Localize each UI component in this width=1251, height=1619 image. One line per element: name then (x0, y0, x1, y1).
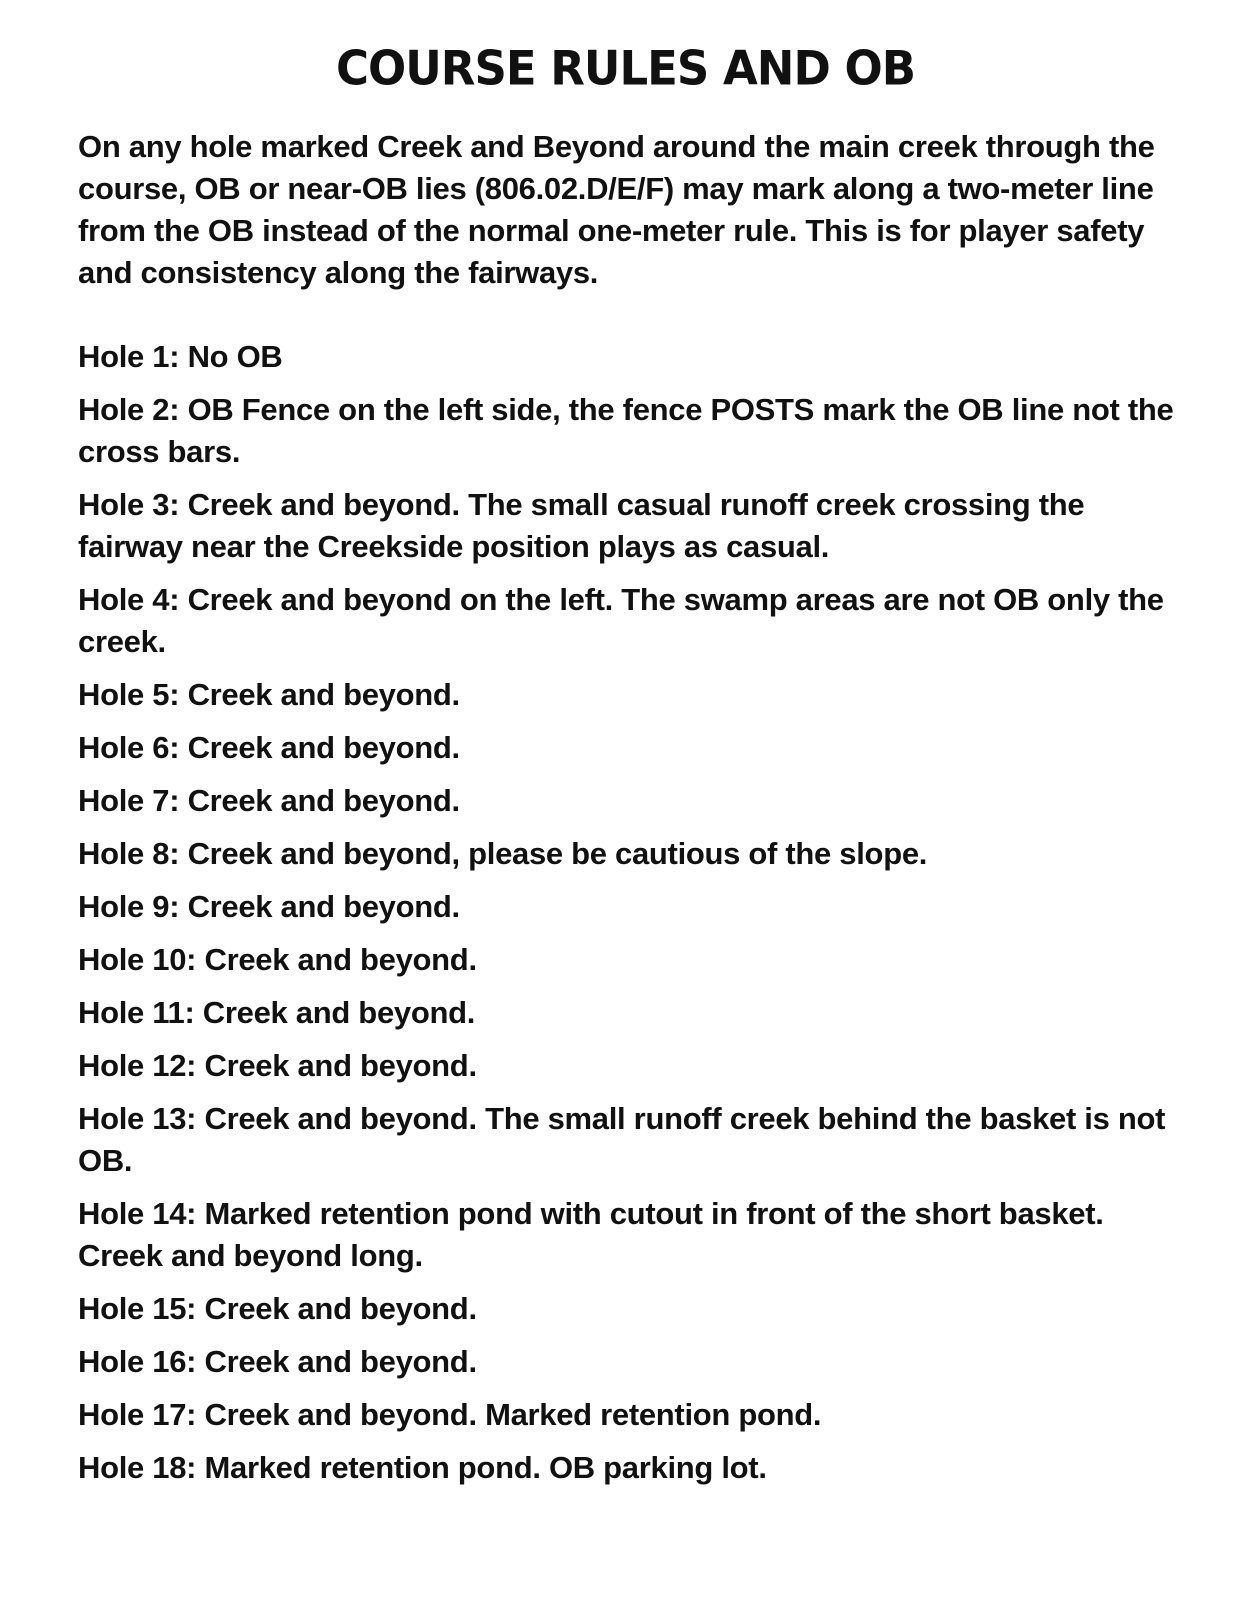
hole-rules-list (78, 336, 1178, 1489)
hole-rule-6: Hole 6: Creek and beyond. (78, 730, 460, 765)
hole-rule-8: Hole 8: Creek and beyond, please be cautious of the slope. (78, 836, 928, 871)
hole-rule-17: Hole 17: Creek and beyond. Marked retention pond. (78, 1397, 822, 1432)
hole-rule-16: Hole 16: Creek and beyond. (78, 1344, 477, 1379)
hole-rule-11: Hole 11: Creek and beyond. (78, 995, 476, 1030)
hole-rule-9: Hole 9: Creek and beyond. (78, 889, 460, 924)
hole-rule-12: Hole 12: Creek and beyond. (78, 1048, 477, 1083)
hole-rule-1: Hole 1: No OB (78, 339, 283, 374)
hole-rule-3: Hole 3: Creek and beyond. The small casual runoff creek crossing the fairway near the Creekside position plays as casual. (78, 487, 1085, 564)
hole-rule-13: Hole 13: Creek and beyond. The small runoff creek behind the basket is not OB. (78, 1101, 1166, 1178)
hole-rule-15: Hole 15: Creek and beyond. (78, 1291, 477, 1326)
hole-rule-7: Hole 7: Creek and beyond. (78, 783, 460, 818)
page-title: COURSE RULES AND OB (335, 40, 916, 97)
hole-rule-10: Hole 10: Creek and beyond. (78, 942, 477, 977)
hole-rule-5: Hole 5: Creek and beyond. (78, 677, 460, 712)
hole-rule-2: Hole 2: OB Fence on the left side, the fence POSTS mark the OB line not the cross bars. (78, 392, 1174, 469)
hole-rule-4: Hole 4: Creek and beyond on the left. The swamp areas are not OB only the creek. (78, 582, 1164, 659)
hole-rule-18: Hole 18: Marked retention pond. OB parking lot. (78, 1450, 767, 1485)
intro-paragraph: On any hole marked Creek and Beyond around the main creek through the course, OB or near-OB lies (806.02.D/E/F) may mark along a two-meter line from the OB instead of the normal one-meter rule. This is for player safety and consistency along the fairways. (78, 129, 1155, 290)
hole-rule-14: Hole 14: Marked retention pond with cutout in front of the short basket. Creek and beyond long. (78, 1196, 1104, 1273)
